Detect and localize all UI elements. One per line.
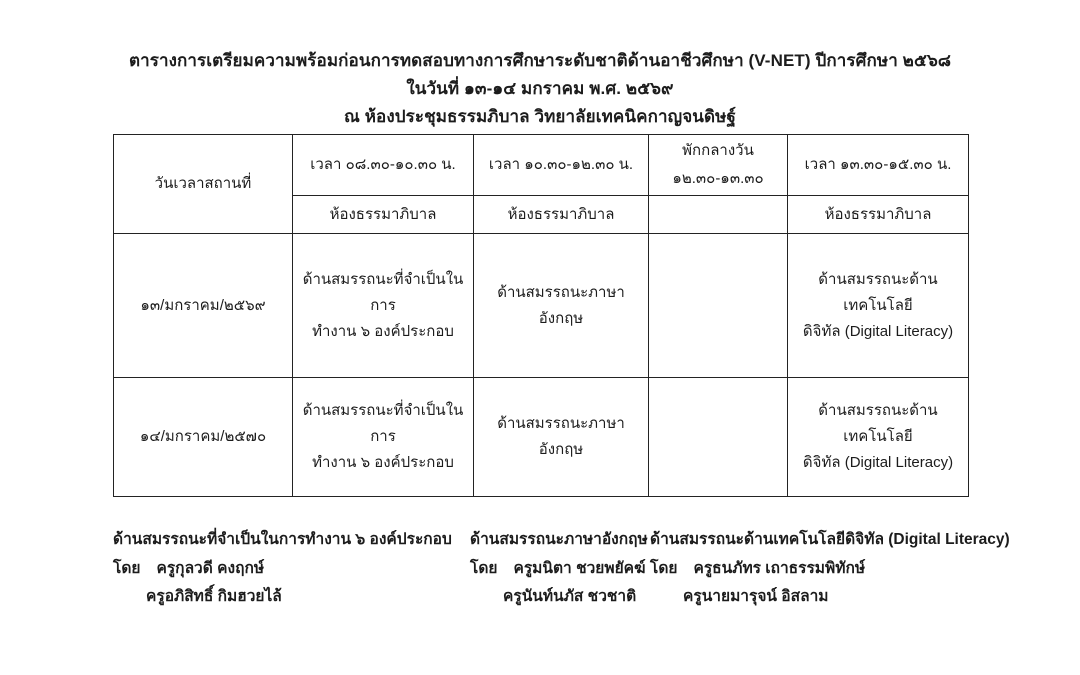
by-label: โดย <box>650 559 678 577</box>
day1-work-competency <box>293 234 474 378</box>
table-row-day1 <box>114 234 969 378</box>
day2-work-competency <box>293 378 474 497</box>
teacher-name: ครูนันท์นภัส ชวชาติ <box>503 588 637 605</box>
day1-english-competency <box>474 234 649 378</box>
footer-heading-english: ด้านสมรรถนะภาษาอังกฤษ <box>470 531 648 548</box>
header-lunch-break <box>649 135 788 196</box>
day1-work-line-1: ด้านสมรรถนะที่จำเป็นในการ <box>302 270 464 314</box>
lunch-label: พักกลางวัน <box>682 142 754 159</box>
lunch-time: ๑๒.๓๐-๑๓.๓๐ <box>672 170 764 187</box>
day1-digital-competency <box>788 234 969 378</box>
header-room-2: ห้องธรรมาภิบาล <box>474 196 649 234</box>
teacher-name: ครูอภิสิทธิ์ กิมฮวยไล้ <box>146 588 282 605</box>
day1-english-line-1: ด้านสมรรถนะภาษาอังกฤษ <box>497 283 625 327</box>
teacher-name: ครูนายมารุจน์ อิสลาม <box>683 588 829 605</box>
footer-byline-digital <box>650 555 1010 584</box>
footer-heading-digital: ด้านสมรรถนะด้านเทคโนโลยีดิจิทัล (Digital Literacy) <box>650 531 1010 548</box>
day1-work-line-2: ทำงาน ๖ องค์ประกอบ <box>312 322 454 340</box>
teacher-name: ครูธนภัทร เถาธรรมพิทักษ์ <box>693 559 866 577</box>
header-room-3: ห้องธรรมาภิบาล <box>788 196 969 234</box>
title-line-1: ตารางการเตรียมความพร้อมก่อนการทดสอบทางการศึกษาระดับชาติด้านอาชีวศึกษา (V-NET) ปีการศึกษา ๒๕๖๘ <box>128 51 952 70</box>
header-time-slot-3: เวลา ๑๓.๓๐-๑๕.๓๐ น. <box>788 135 969 196</box>
footer-group-work-competency <box>113 526 452 612</box>
day2-digital-line-1: ด้านสมรรถนะด้านเทคโนโลยี <box>818 402 938 445</box>
footer-group-digital-competency <box>650 526 1010 612</box>
footer-byline-english <box>470 555 648 584</box>
header-time-slot-1: เวลา ๐๘.๓๐-๑๐.๓๐ น. <box>293 135 474 196</box>
header-row-times <box>114 135 969 196</box>
schedule-table <box>113 134 969 497</box>
by-label: โดย <box>113 559 141 577</box>
by-label: โดย <box>470 559 498 577</box>
day2-digital-line-2: ดิจิทัล (Digital Literacy) <box>802 454 954 471</box>
teacher-name: ครูมนิตา ชวยพยัคฆ์ <box>513 559 646 577</box>
day1-lunch-empty <box>649 234 788 378</box>
day2-english-competency <box>474 378 649 497</box>
day1-date: ๑๓/มกราคม/๒๕๖๙ <box>114 234 293 378</box>
document-title <box>0 47 1080 131</box>
footer-heading-work: ด้านสมรรถนะที่จำเป็นในการทำงาน ๖ องค์ประกอบ <box>113 531 452 548</box>
day1-digital-line-1: ด้านสมรรถนะด้านเทคโนโลยี <box>818 270 938 314</box>
day1-digital-line-2: ดิจิทัล (Digital Literacy) <box>802 322 954 340</box>
header-time-slot-2: เวลา ๑๐.๓๐-๑๒.๓๐ น. <box>474 135 649 196</box>
title-line-3: ณ ห้องประชุมธรรมภิบาล วิทยาลัยเทคนิคกาญจนดิษฐ์ <box>344 107 736 126</box>
table-row-day2 <box>114 378 969 497</box>
title-line-2: ในวันที่ ๑๓-๑๔ มกราคม พ.ศ. ๒๕๖๙ <box>406 79 674 98</box>
header-room-lunch-empty <box>649 196 788 234</box>
day2-date: ๑๔/มกราคม/๒๕๗๐ <box>114 378 293 497</box>
footer-byline-work <box>113 555 452 584</box>
day2-digital-competency <box>788 378 969 497</box>
header-date-place: วันเวลาสถานที่ <box>114 135 293 234</box>
day2-work-line-1: ด้านสมรรถนะที่จำเป็นในการ <box>302 402 464 445</box>
day2-english-line-1: ด้านสมรรถนะภาษาอังกฤษ <box>497 415 625 458</box>
teacher-name: ครูกุลวดี คงฤกษ์ <box>156 559 265 577</box>
header-room-1: ห้องธรรมาภิบาล <box>293 196 474 234</box>
day2-work-line-2: ทำงาน ๖ องค์ประกอบ <box>312 454 454 471</box>
day2-lunch-empty <box>649 378 788 497</box>
footer-group-english-competency <box>470 526 648 612</box>
